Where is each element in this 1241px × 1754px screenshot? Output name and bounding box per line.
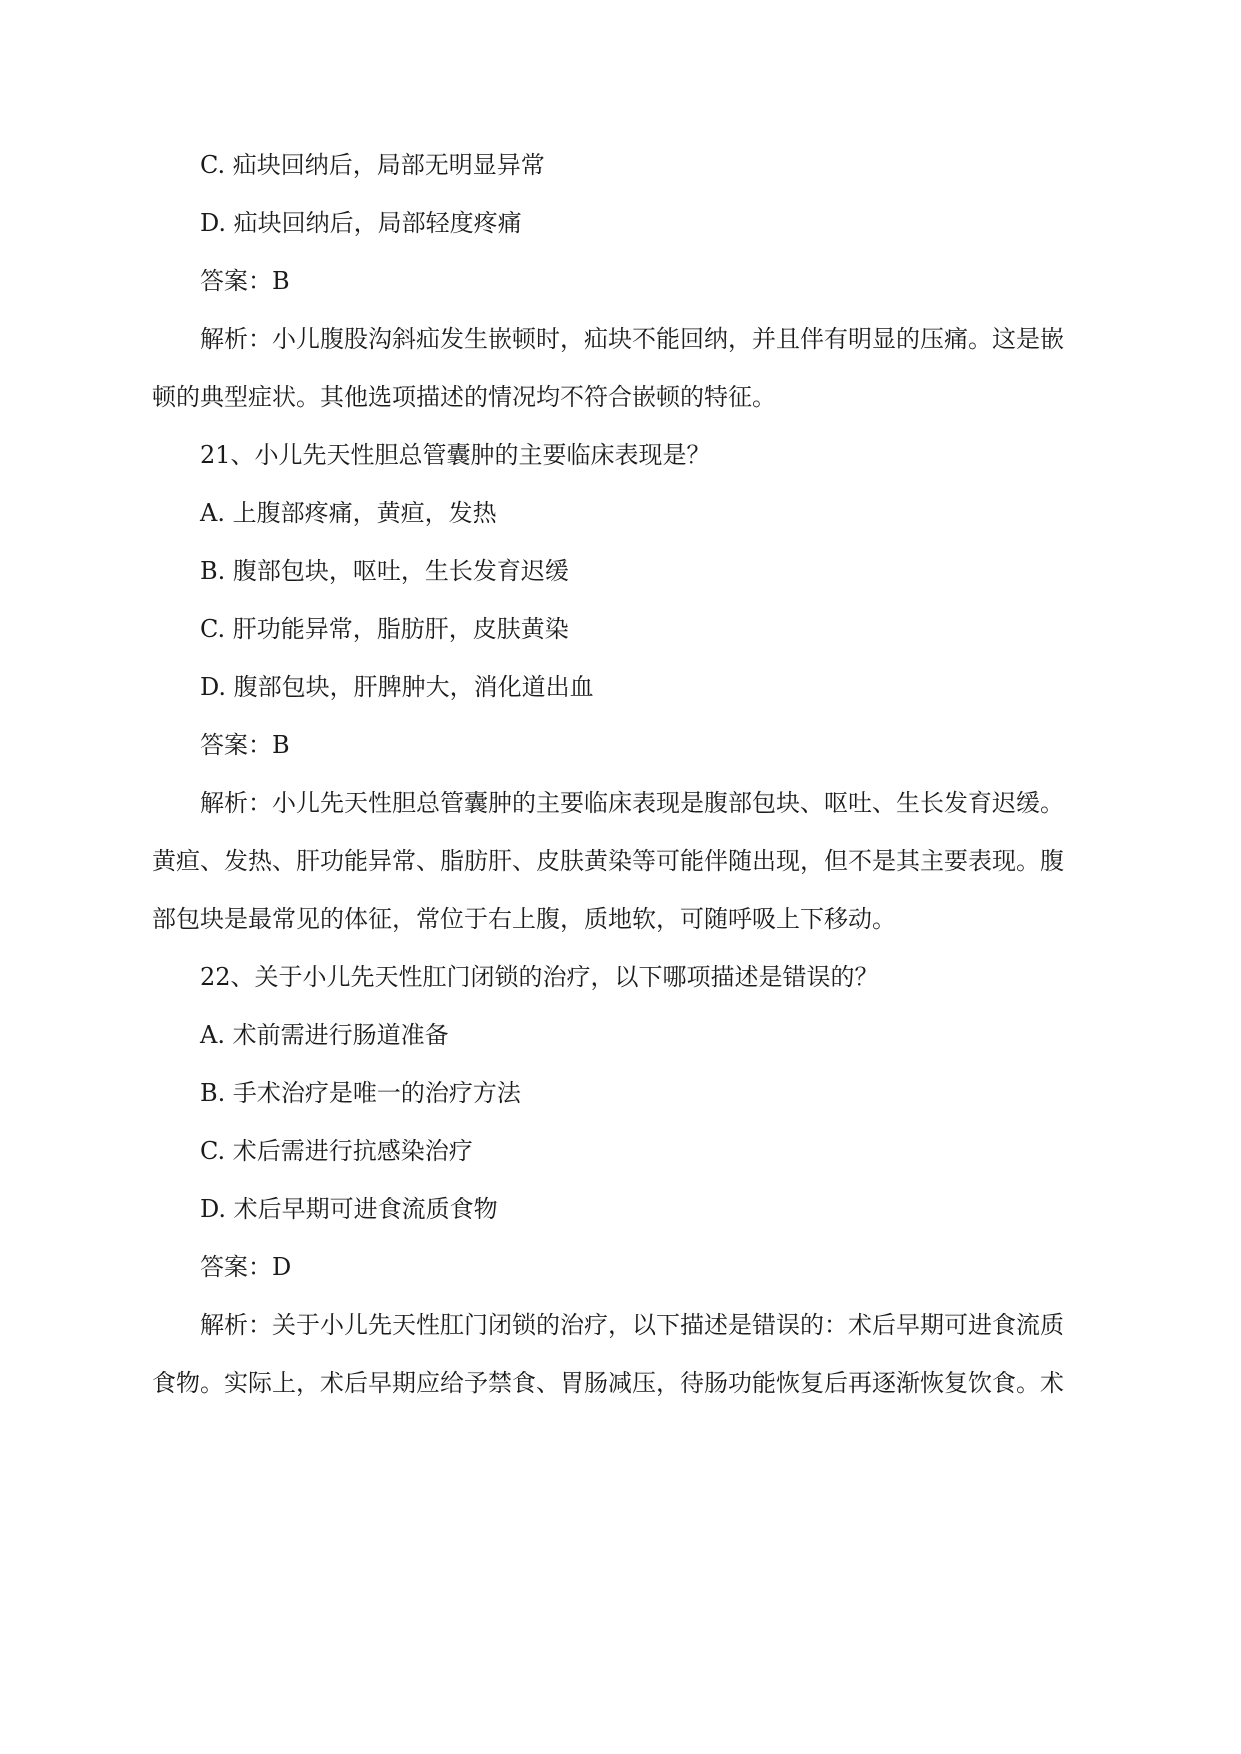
option-a-q21: A. 上腹部疼痛，黄疸，发热 — [200, 499, 497, 527]
option-c-q22: C. 术后需进行抗感染治疗 — [200, 1137, 473, 1165]
answer-q21: 答案：B — [200, 731, 290, 759]
analysis-q21-line1: 解析：小儿先天性胆总管囊肿的主要临床表现是腹部包块、呕吐、生长发育迟缓。 — [200, 789, 1064, 817]
analysis-q22-line1: 解析：关于小儿先天性肛门闭锁的治疗，以下描述是错误的：术后早期可进食流质 — [200, 1311, 1064, 1339]
analysis-q22-line2: 食物。实际上，术后早期应给予禁食、胃肠减压，待肠功能恢复后再逐渐恢复饮食。术 — [152, 1369, 1064, 1397]
option-d-q21: D. 腹部包块，肝脾肿大，消化道出血 — [200, 673, 594, 701]
option-d-q20: D. 疝块回纳后，局部轻度疼痛 — [200, 209, 522, 237]
answer-q22: 答案：D — [200, 1253, 292, 1281]
answer-q20: 答案：B — [200, 267, 290, 295]
option-b-q21: B. 腹部包块，呕吐，生长发育迟缓 — [200, 557, 569, 585]
option-a-q22: A. 术前需进行肠道准备 — [200, 1021, 449, 1049]
analysis-q20-line1: 解析：小儿腹股沟斜疝发生嵌顿时，疝块不能回纳，并且伴有明显的压痛。这是嵌 — [200, 325, 1064, 353]
option-c-q20: C. 疝块回纳后，局部无明显异常 — [200, 151, 545, 179]
analysis-q20-line2: 顿的典型症状。其他选项描述的情况均不符合嵌顿的特征。 — [152, 383, 776, 411]
option-c-q21: C. 肝功能异常，脂肪肝，皮肤黄染 — [200, 615, 569, 643]
question-21: 21、小儿先天性胆总管囊肿的主要临床表现是？ — [200, 441, 711, 469]
option-b-q22: B. 手术治疗是唯一的治疗方法 — [200, 1079, 521, 1107]
analysis-q21-line2: 黄疸、发热、肝功能异常、脂肪肝、皮肤黄染等可能伴随出现，但不是其主要表现。腹 — [152, 847, 1064, 875]
question-22: 22、关于小儿先天性肛门闭锁的治疗，以下哪项描述是错误的？ — [200, 963, 879, 991]
option-d-q22: D. 术后早期可进食流质食物 — [200, 1195, 498, 1223]
analysis-q21-line3: 部包块是最常见的体征，常位于右上腹，质地软，可随呼吸上下移动。 — [152, 905, 896, 933]
